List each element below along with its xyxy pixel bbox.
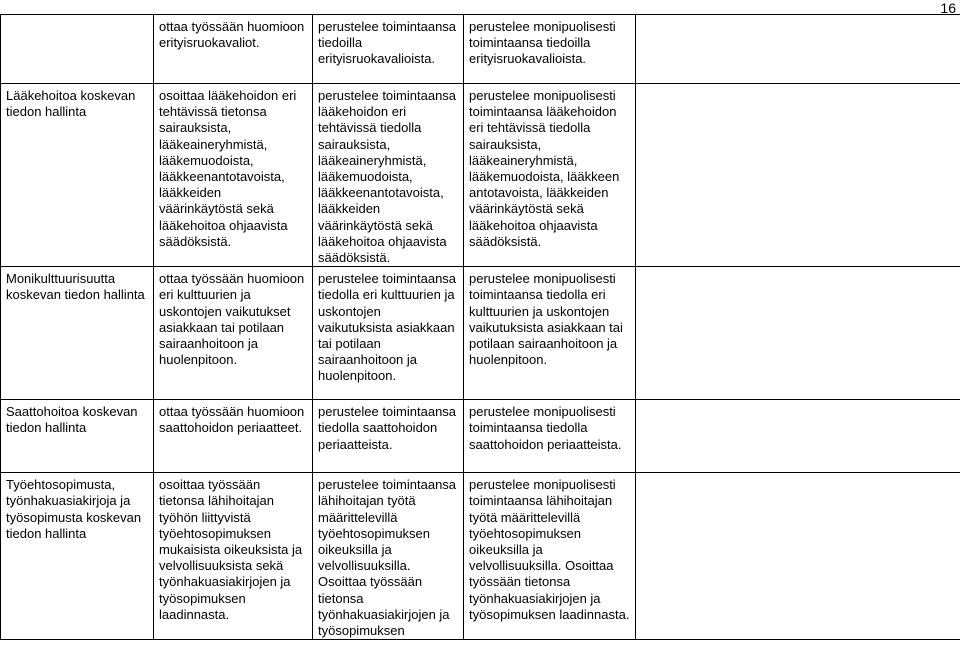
criteria-cell-good: perustelee toimintaansa tiedolla eri kulttuurien ja uskontojen vaikutuksista asiakkaan tai potilaan sairaanhoitoon ja huolenpitoon.	[313, 267, 464, 400]
table-row	[1, 400, 960, 473]
criteria-cell-good: perustelee toimintaansa lääkehoidon eri tehtävissä tiedolla sairauksista, lääkeaineryhmistä, lääkemuodoista, lääkkeenantotavoista, lääkkeiden väärinkäytöstä sekä lääkehoitoa ohjaavista säädöksistä.	[313, 84, 464, 267]
criteria-cell-satisfactory: ottaa työssään huomioon eri kulttuurien ja uskontojen vaikutukset asiakkaan tai potilaan sairaanhoitoon ja huolenpitoon.	[154, 267, 313, 400]
criteria-cell-satisfactory: ottaa työssään huomioon saattohoidon periaatteet.	[154, 400, 313, 473]
empty-cell	[636, 400, 960, 473]
topic-cell: Työehtosopimusta, työnhakuasiakirjoja ja työsopimusta koskevan tiedon hallinta	[1, 473, 154, 640]
empty-cell	[636, 84, 960, 267]
criteria-cell-excellent: perustelee monipuolisesti toimintaansa tiedolla eri kulttuurien ja uskontojen vaikutuksista asiakkaan tai potilaan sairaanhoitoon ja huolenpitoon.	[464, 267, 636, 400]
empty-cell	[636, 267, 960, 400]
criteria-cell-good: perustelee toimintaansa lähihoitajan työtä määrittelevillä työehtosopimuksen oikeuksilla ja velvollisuuksilla. Osoittaa työssään tietonsa työnhakuasiakirjojen ja työsopimuksen	[313, 473, 464, 640]
topic-cell	[1, 15, 154, 84]
table-row	[1, 15, 960, 84]
table-row	[1, 267, 960, 400]
criteria-cell-satisfactory: ottaa työssään huomioon erityisruokavaliot.	[154, 15, 313, 84]
criteria-cell-excellent: perustelee monipuolisesti toimintaansa lääkehoidon eri tehtävissä tiedolla sairauksista, lääkeaineryhmistä, lääkemuodoista, lääkkeen antotavoista, lääkkeiden väärinkäytöstä sekä lääkehoitoa ohjaavista säädöksistä.	[464, 84, 636, 267]
table-row	[1, 84, 960, 267]
criteria-cell-excellent: perustelee monipuolisesti toimintaansa tiedoilla erityisruokavalioista.	[464, 15, 636, 84]
criteria-cell-good: perustelee toimintaansa tiedolla saattohoidon periaatteista.	[313, 400, 464, 473]
criteria-cell-satisfactory: osoittaa työssään tietonsa lähihoitajan työhön liittyvistä työehtosopimuksen mukaisista oikeuksista ja velvollisuuksista sekä työnhakuasiakirjojen ja työsopimuksen laadinnasta.	[154, 473, 313, 640]
assessment-criteria-table	[0, 14, 960, 640]
criteria-cell-excellent: perustelee monipuolisesti toimintaansa lähihoitajan työtä määrittelevillä työehtosopimuksen oikeuksilla ja velvollisuuksilla. Osoittaa työssään tietonsa työnhakuasiakirjojen ja työsopimuksen laadinnasta.	[464, 473, 636, 640]
empty-cell	[636, 473, 960, 640]
topic-cell: Monikulttuurisuutta koskevan tiedon hallinta	[1, 267, 154, 400]
topic-cell: Lääkehoitoa koskevan tiedon hallinta	[1, 84, 154, 267]
criteria-cell-good: perustelee toimintaansa tiedoilla erityisruokavalioista.	[313, 15, 464, 84]
page-number: 16	[940, 0, 956, 16]
empty-cell	[636, 15, 960, 84]
table-row	[1, 473, 960, 640]
criteria-cell-excellent: perustelee monipuolisesti toimintaansa tiedolla saattohoidon periaatteista.	[464, 400, 636, 473]
criteria-cell-satisfactory: osoittaa lääkehoidon eri tehtävissä tietonsa sairauksista, lääkeaineryhmistä, lääkemuodoista, lääkkeenantotavoista, lääkkeiden väärinkäytöstä sekä lääkehoitoa ohjaavista säädöksistä.	[154, 84, 313, 267]
topic-cell: Saattohoitoa koskevan tiedon hallinta	[1, 400, 154, 473]
